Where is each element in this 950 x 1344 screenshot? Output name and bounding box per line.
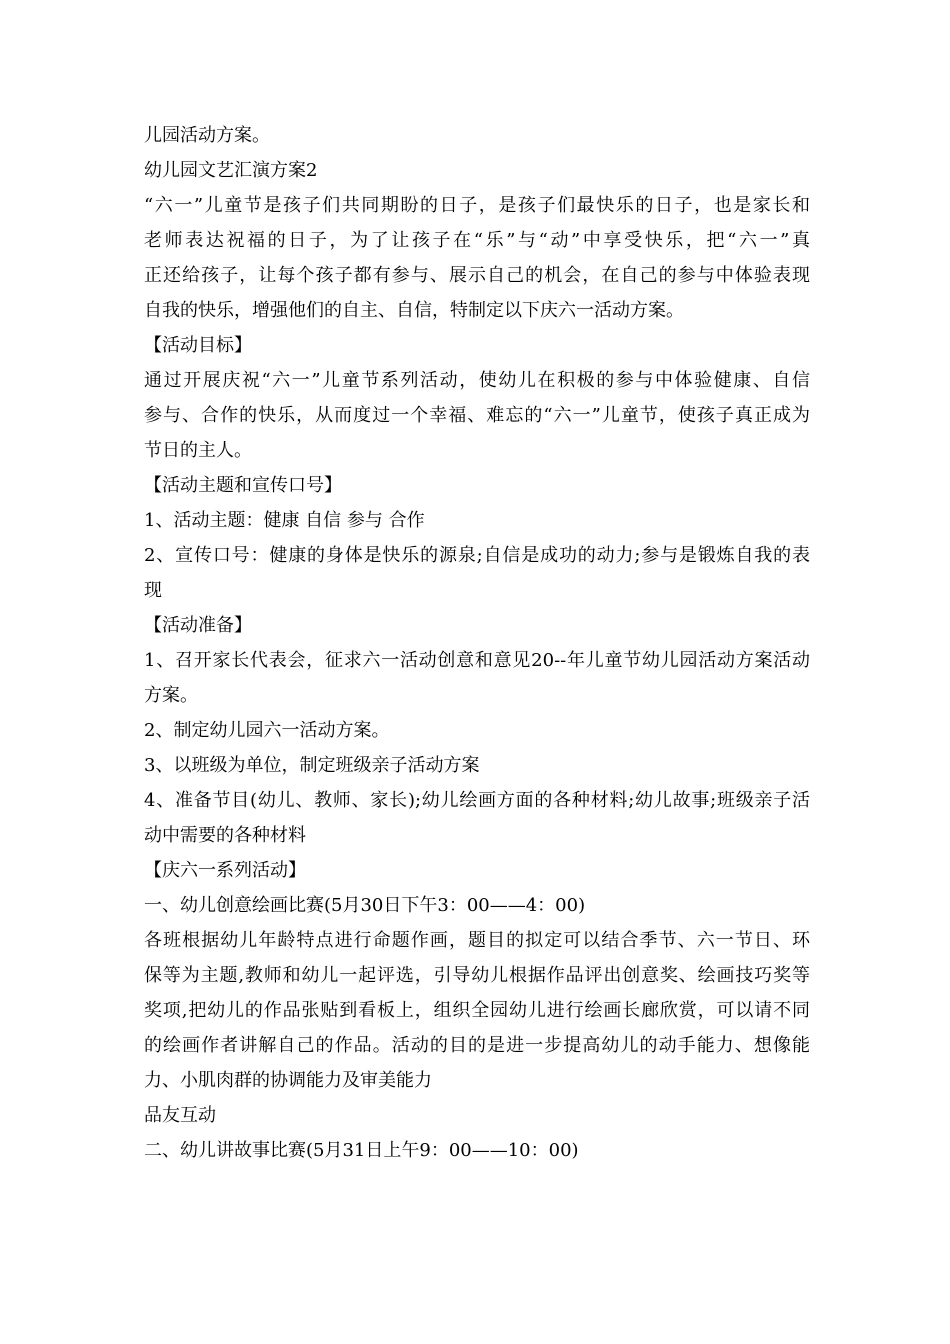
text-line: 二、幼儿讲故事比赛(5月31日上午9：00——10：00)	[144, 1140, 579, 1161]
text-line: 【活动准备】	[144, 615, 252, 636]
text-line: 1、召开家长代表会，征求六一活动创意和意见20--年儿童节幼儿园活动方案活动	[144, 650, 810, 671]
text-line: 现	[144, 580, 162, 601]
text-line: 【活动主题和宣传口号】	[144, 475, 342, 496]
text-line: 1、活动主题：健康 自信 参与 合作	[144, 510, 425, 531]
text-line: “六一”儿童节是孩子们共同期盼的日子，是孩子们最快乐的日子，也是家长和	[144, 195, 810, 216]
text-line: 奖项,把幼儿的作品张贴到看板上，组织全园幼儿进行绘画长廊欣赏，可以请不同	[144, 1000, 810, 1021]
text-line: 参与、合作的快乐，从而度过一个幸福、难忘的“六一”儿童节，使孩子真正成为	[144, 405, 810, 426]
text-line: 2、制定幼儿园六一活动方案。	[144, 720, 390, 741]
text-line: 动中需要的各种材料	[144, 825, 306, 846]
text-line: 通过开展庆祝“六一”儿童节系列活动，使幼儿在积极的参与中体验健康、自信	[144, 370, 810, 391]
text-line: 2、宣传口号：健康的身体是快乐的源泉;自信是成功的动力;参与是锻炼自我的表	[144, 545, 810, 566]
text-line: 幼儿园文艺汇演方案2	[144, 160, 318, 181]
text-line: 正还给孩子，让每个孩子都有参与、展示自己的机会，在自己的参与中体验表现	[144, 265, 810, 286]
text-line: 【活动目标】	[144, 335, 252, 356]
text-line: 方案。	[144, 685, 198, 706]
text-line: 自我的快乐，增强他们的自主、自信，特制定以下庆六一活动方案。	[144, 300, 684, 321]
text-line: 【庆六一系列活动】	[144, 860, 306, 881]
text-line: 儿园活动方案。	[144, 125, 270, 146]
text-line: 节日的主人。	[144, 440, 252, 461]
text-line: 4、准备节目(幼儿、教师、家长);幼儿绘画方面的各种材料;幼儿故事;班级亲子活	[144, 790, 810, 811]
text-line: 力、小肌肉群的协调能力及审美能力	[144, 1070, 432, 1091]
text-line: 的绘画作者讲解自己的作品。活动的目的是进一步提高幼儿的动手能力、想像能	[144, 1035, 810, 1056]
text-line: 老师表达祝福的日子，为了让孩子在“乐”与“动”中享受快乐，把“六一”真	[144, 230, 810, 251]
text-line: 各班根据幼儿年龄特点进行命题作画，题目的拟定可以结合季节、六一节日、环	[144, 930, 810, 951]
text-line: 3、以班级为单位，制定班级亲子活动方案	[144, 755, 480, 776]
text-line: 品友互动	[144, 1105, 216, 1126]
text-line: 一、幼儿创意绘画比赛(5月30日下午3：00——4：00)	[144, 895, 586, 916]
text-line: 保等为主题,教师和幼儿一起评选，引导幼儿根据作品评出创意奖、绘画技巧奖等	[144, 965, 810, 986]
document-page	[144, 118, 810, 1168]
